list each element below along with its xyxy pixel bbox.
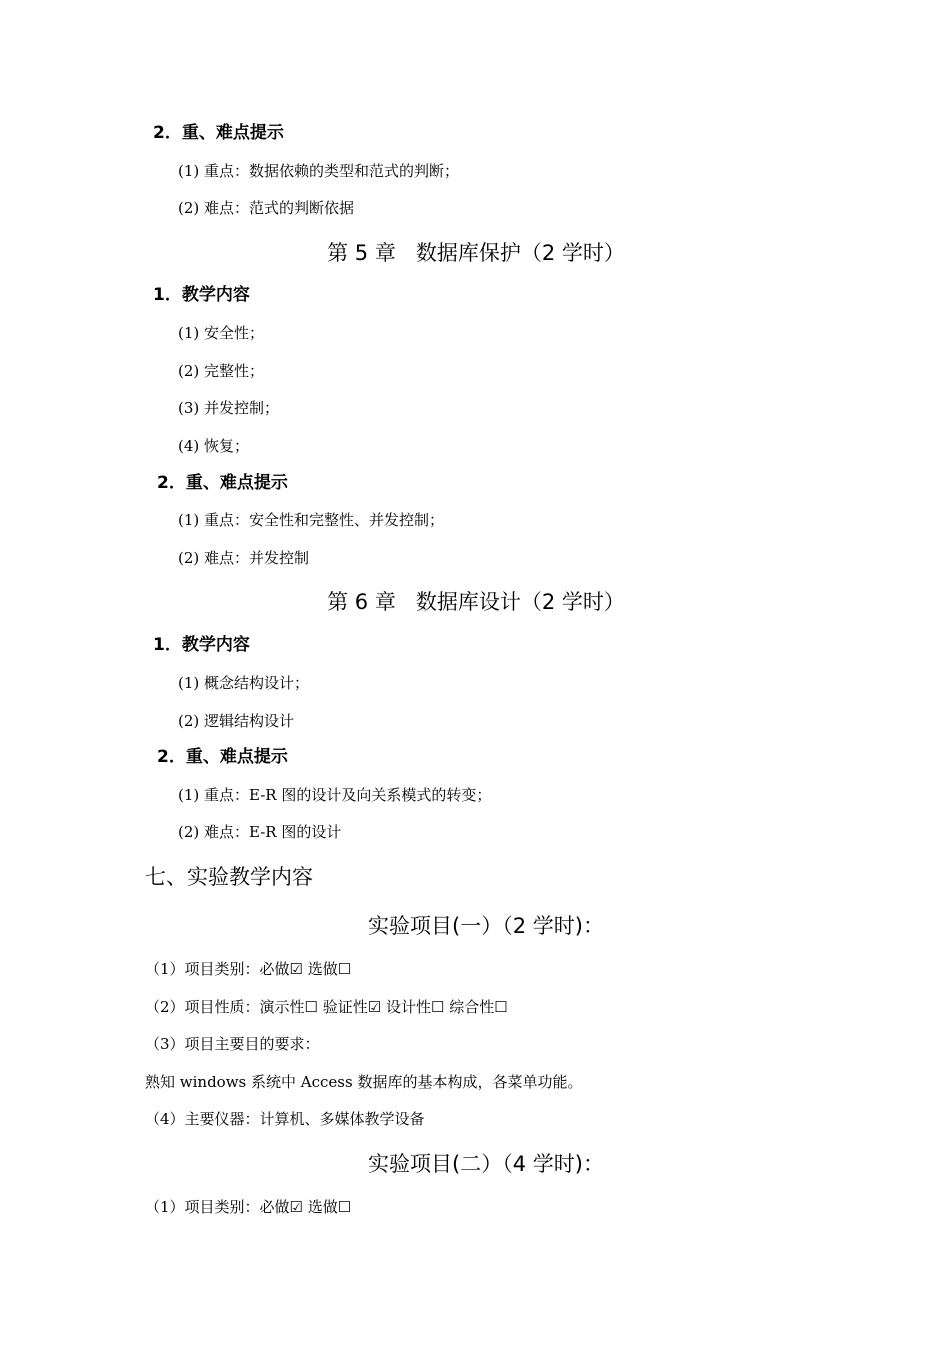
- heading-teaching-content: 1．教学内容: [153, 285, 250, 305]
- experiment-field: （1）项目类别：必做☑ 选做☐: [145, 1198, 352, 1216]
- list-item: (3) 并发控制；: [178, 399, 280, 417]
- chapter-6-title: [0, 592, 952, 613]
- list-item: (4) 恢复；: [178, 437, 250, 455]
- heading-teaching-content: 1．教学内容: [153, 635, 250, 655]
- list-item: (1) 安全性；: [178, 324, 265, 342]
- chapter-5-title: [0, 243, 952, 264]
- chapter-number: 第 6 章: [327, 590, 396, 614]
- list-item: (2) 难点：E-R 图的设计: [178, 823, 342, 841]
- list-item: (1) 重点：安全性和完整性、并发控制；: [178, 511, 445, 529]
- list-item: (2) 逻辑结构设计: [178, 712, 295, 730]
- chapter-name: 数据库保护（2 学时）: [415, 241, 625, 265]
- list-item: (1) 重点：数据依赖的类型和范式的判断；: [178, 162, 460, 180]
- experiment-description: 熟知 windows 系统中 Access 数据库的基本构成，各菜单功能。: [145, 1073, 583, 1091]
- experiment-field: （1）项目类别：必做☑ 选做☐: [145, 960, 352, 978]
- section-7-title: 七、实验教学内容: [145, 865, 313, 889]
- chapter-name: 数据库设计（2 学时）: [415, 590, 625, 614]
- experiment-field: （3）项目主要目的要求：: [145, 1035, 320, 1053]
- chapter-number: 第 5 章: [327, 241, 396, 265]
- experiment-2-title: 实验项目(二）（4 学时)：: [368, 1152, 604, 1176]
- heading-key-points: 2．重、难点提示: [157, 747, 288, 767]
- experiment-field: （2）项目性质：演示性☐ 验证性☑ 设计性☐ 综合性☐: [145, 998, 508, 1016]
- list-item: (1) 概念结构设计；: [178, 674, 310, 692]
- experiment-1-title: 实验项目(一）（2 学时)：: [368, 914, 604, 938]
- heading-key-points: 2．重、难点提示: [153, 123, 284, 143]
- list-item: (2) 难点：范式的判断依据: [178, 199, 355, 217]
- list-item: (2) 完整性；: [178, 362, 265, 380]
- list-item: (1) 重点：E-R 图的设计及向关系模式的转变；: [178, 786, 492, 804]
- heading-key-points: 2．重、难点提示: [157, 473, 288, 493]
- experiment-field: （4）主要仪器：计算机、多媒体教学设备: [145, 1110, 425, 1128]
- list-item: (2) 难点：并发控制: [178, 549, 310, 567]
